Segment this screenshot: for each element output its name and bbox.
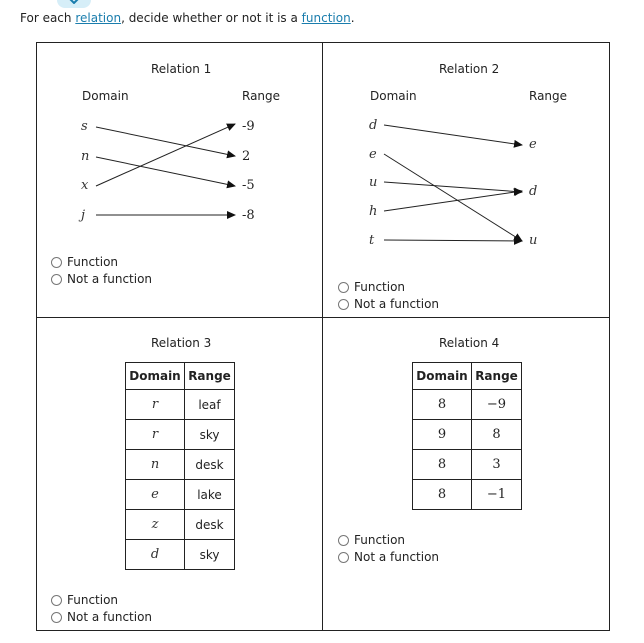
relation3-not-function-option[interactable]: [51, 610, 152, 624]
table-row: [413, 450, 522, 480]
option-label: Not a function: [354, 297, 440, 311]
table-row: [126, 450, 235, 480]
relation3-function-option[interactable]: [51, 593, 118, 607]
r1-arrow-n-neg5: [96, 157, 235, 186]
relation1-domain-header: Domain: [82, 89, 129, 103]
domain-cell: r: [126, 420, 185, 450]
relation1-domain-item: x: [81, 178, 89, 193]
relation2-function-option[interactable]: [338, 280, 405, 294]
option-label: Not a function: [67, 610, 153, 624]
relation3-title: Relation 3: [151, 336, 212, 350]
range-header: Range: [185, 363, 235, 390]
option-label: Not a function: [354, 550, 440, 564]
relation2-not-function-option[interactable]: [338, 297, 439, 311]
table-row: [413, 420, 522, 450]
relation2-range-item: d: [529, 184, 538, 199]
range-cell: −1: [472, 480, 522, 510]
radio-icon[interactable]: [338, 299, 349, 310]
radio-icon[interactable]: [51, 612, 62, 623]
domain-cell: 8: [413, 390, 472, 420]
range-cell: desk: [185, 450, 235, 480]
option-label: Function: [354, 533, 406, 547]
relation4-table: [412, 362, 522, 510]
r2-arrow-t-u: [384, 240, 522, 241]
range-cell: leaf: [185, 390, 235, 420]
radio-icon[interactable]: [51, 274, 62, 285]
relation1-not-function-option[interactable]: [51, 272, 152, 286]
table-header-row: [413, 363, 522, 390]
option-label: Function: [67, 593, 119, 607]
table-row: [413, 480, 522, 510]
range-cell: sky: [185, 420, 235, 450]
relation1-range-item: -9: [242, 119, 255, 134]
r2-arrow-h-d: [384, 191, 522, 211]
radio-icon[interactable]: [338, 535, 349, 546]
domain-cell: d: [126, 540, 185, 570]
domain-cell: r: [126, 390, 185, 420]
domain-cell: z: [126, 510, 185, 540]
r2-arrow-d-e: [384, 125, 522, 145]
table-row: [126, 390, 235, 420]
domain-header: Domain: [413, 363, 472, 390]
table-row: [126, 480, 235, 510]
relation1-domain-item: j: [81, 208, 86, 223]
relation2-title: Relation 2: [439, 62, 500, 76]
range-cell: lake: [185, 480, 235, 510]
relation2-domain-item: d: [369, 118, 378, 133]
relation1-domain-item: n: [81, 149, 90, 164]
r1-arrow-x-neg9: [96, 124, 235, 186]
relation2-domain-header: Domain: [370, 89, 417, 103]
relation1-domain-item: s: [81, 119, 88, 134]
radio-icon[interactable]: [338, 552, 349, 563]
table-row: [126, 510, 235, 540]
table-row: [126, 420, 235, 450]
r2-arrow-u-d: [384, 182, 522, 192]
relation4-function-option[interactable]: [338, 533, 405, 547]
table-row: [126, 540, 235, 570]
relation2-range-item: u: [529, 233, 538, 248]
relation-link[interactable]: relation: [75, 11, 122, 25]
relation3-table: [125, 362, 235, 570]
relation2-range-header: Range: [529, 89, 568, 103]
relation1-title: Relation 1: [151, 62, 212, 76]
radio-icon[interactable]: [51, 595, 62, 606]
r1-arrow-s-2: [96, 127, 235, 156]
domain-cell: 8: [413, 480, 472, 510]
range-cell: 3: [472, 450, 522, 480]
relation1-function-option[interactable]: [51, 255, 118, 269]
option-label: Not a function: [67, 272, 153, 286]
range-cell: desk: [185, 510, 235, 540]
radio-icon[interactable]: [338, 282, 349, 293]
relation2-domain-item: h: [369, 204, 378, 219]
range-header: Range: [472, 363, 522, 390]
relation2-domain-item: e: [369, 147, 377, 162]
relation2-domain-item: t: [369, 233, 375, 248]
relation1-range-item: -8: [242, 208, 255, 223]
relation1-range-header: Range: [242, 89, 281, 103]
relation1-range-item: 2: [242, 149, 251, 164]
range-cell: −9: [472, 390, 522, 420]
function-link[interactable]: function: [301, 11, 351, 25]
domain-cell: e: [126, 480, 185, 510]
table-row: [413, 390, 522, 420]
option-label: Function: [354, 280, 406, 294]
domain-cell: n: [126, 450, 185, 480]
domain-header: Domain: [126, 363, 185, 390]
range-cell: sky: [185, 540, 235, 570]
domain-cell: 8: [413, 450, 472, 480]
instruction-middle: , decide whether or not it is a: [121, 11, 302, 25]
radio-icon[interactable]: [51, 257, 62, 268]
r2-arrow-e-u: [384, 154, 522, 241]
instruction-suffix: .: [350, 11, 355, 25]
relation4-title: Relation 4: [439, 336, 500, 350]
instruction-prefix: For each: [20, 11, 76, 25]
relation2-domain-item: u: [369, 175, 378, 190]
relation1-range-item: -5: [242, 178, 255, 193]
relation4-not-function-option[interactable]: [338, 550, 439, 564]
range-cell: 8: [472, 420, 522, 450]
option-label: Function: [67, 255, 119, 269]
domain-cell: 9: [413, 420, 472, 450]
relation2-range-item: e: [529, 137, 537, 152]
table-header-row: [126, 363, 235, 390]
